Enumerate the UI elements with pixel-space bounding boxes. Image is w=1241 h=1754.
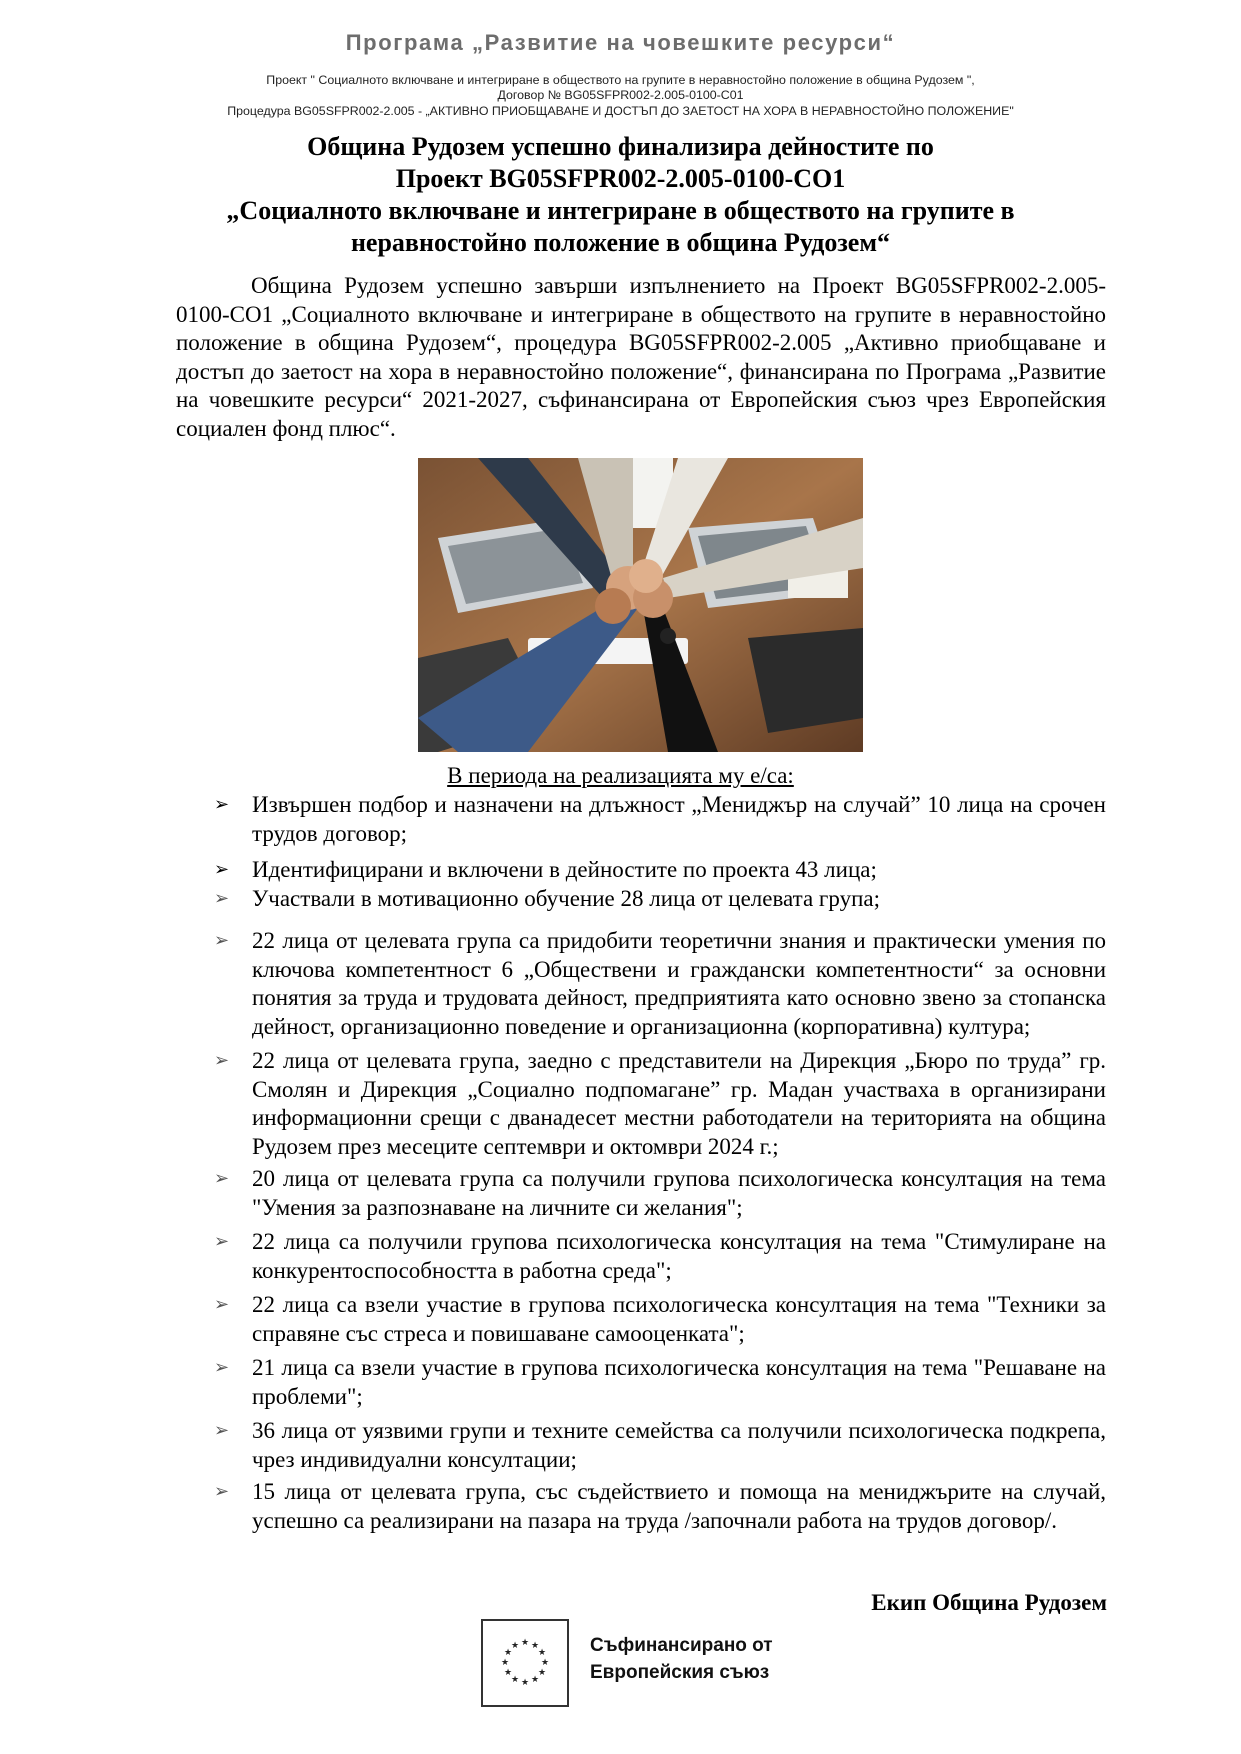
period-heading: В периода на реализацията му е/са: [447,763,794,788]
program-title: Програма „Развитие на човешките ресурси“ [345,30,896,55]
title-line-3: „Социалното включване и интегриране в обществото на групите в [226,196,1015,225]
list-item-text: 20 лица от целевата група са получили групова психологическа консултация на тема "Умения за разпознаване на личните си желания"; [252,1166,1106,1220]
arrow-bullet-icon: ➢ [214,1168,230,1189]
teamwork-photo-illustration [418,458,863,752]
list-item [214,1047,1106,1161]
achievements-list [214,791,1106,1535]
list-item-text: 22 лица са взели участие в групова психологическа консултация на тема "Техники за справяне със стреса и повишаване самооценката"; [252,1292,1106,1346]
arrow-bullet-icon: ➢ [214,1294,230,1315]
arrow-bullet-icon: ➢ [214,1050,230,1071]
list-item-text: 22 лица от целевата група са придобити теоретични знания и практически умения по ключова компетентност 6 „Обществени и граждански компетентности“ за основни понятия за труда и трудовата дейност, предприятията като основно звено за стопанска дейност, организационно поведение и организационна (корпоративна) култура; [252,928,1106,1039]
svg-text:★: ★ [510,1641,520,1651]
arrow-bullet-icon: ➢ [214,794,230,815]
list-item [214,856,1106,885]
list-item-text: 36 лица от уязвими групи и техните семейства са получили психологическа подкрепа, чрез индивидуални консултации; [252,1418,1106,1472]
intro-paragraph: Община Рудозем успешно завърши изпълнението на Проект BG05SFPR002-2.005-0100-CO1 „Социалното включване и интегриране в обществото на групите в неравностойно положение в община Рудозем“, процедура BG05SFPR002-2.005 „Активно приобщаване и достъп до заетост на хора в неравностойно положение“, финансирана по Програма „Развитие на човешките ресурси“ 2021-2027, съфинансирана от Европейския съюз чрез Европейския социален фонд плюс“. [176,273,1106,441]
list-item [214,1478,1106,1535]
list-item [214,885,1106,914]
svg-text:★: ★ [520,1678,530,1688]
arrow-bullet-icon: ➢ [214,859,230,880]
svg-text:★: ★ [520,1638,530,1648]
list-item-text: 22 лица от целевата група, заедно с представители на Дирекция „Бюро по труда” гр. Смолян и Дирекция „Социално подпомагане” гр. Мадан участваха в организирани информационни срещи с дванадесет местни работодатели на територията на община Рудозем през месеците септември и октомври 2024 г.; [252,1048,1106,1159]
title-line-1: Община Рудозем успешно финализира дейностите по [307,132,934,161]
eu-line-1: Съфинансирано от [590,1635,773,1656]
project-line: Проект " Социалното включване и интегриране в обществото на групите в неравностойно положение в община Рудозем ", [266,73,975,87]
list-item [214,1291,1106,1348]
signature: Екип Община Рудозем [871,1590,1107,1615]
list-item-text: 15 лица от целевата група, със съдействието и помоща на мениджърите на случай, успешно са реализирани на пазара на труда /започнали работа на трудов договор/. [252,1479,1106,1533]
svg-text:★: ★ [530,1675,540,1685]
svg-text:★: ★ [537,1668,547,1678]
teamwork-photo [418,458,863,752]
list-item [214,1354,1106,1411]
svg-text:★: ★ [537,1648,547,1658]
list-item [214,1417,1106,1474]
list-item [214,1165,1106,1222]
eu-flag-icon [481,1619,569,1707]
eu-cofunding-label [590,1632,773,1686]
contract-line: Договор № BG05SFPR002-2.005-0100-C01 [497,88,744,102]
arrow-bullet-icon: ➢ [214,1231,230,1252]
arrow-bullet-icon: ➢ [214,930,230,951]
list-item [214,791,1106,848]
list-item [214,1228,1106,1285]
arrow-bullet-icon: ➢ [214,1420,230,1441]
list-item-text: 21 лица са взели участие в групова психологическа консултация на тема "Решаване на проблеми"; [252,1355,1106,1409]
svg-text:★: ★ [510,1675,520,1685]
list-item-text: Участвали в мотивационно обучение 28 лица от целевата група; [252,885,880,911]
svg-text:★: ★ [530,1641,540,1651]
procedure-line: Процедура BG05SFPR002-2.005 - „АКТИВНО ПРИОБЩАВАНЕ И ДОСТЪП ДО ЗАЕТОСТ НА ХОРА В НЕРАВНОСТОЙНО ПОЛОЖЕНИЕ" [227,104,1014,118]
page-title [120,131,1121,259]
title-line-2: Проект BG05SFPR002-2.005-0100-CO1 [395,164,846,193]
list-item-text: Извършен подбор и назначени на длъжност „Мениджър на случай” 10 лица на срочен трудов договор; [252,792,1106,846]
arrow-bullet-icon: ➢ [214,1481,230,1502]
arrow-bullet-icon: ➢ [214,1357,230,1378]
svg-text:★: ★ [500,1658,510,1668]
eu-line-2: Европейския съюз [590,1662,770,1683]
svg-text:★: ★ [503,1668,513,1678]
title-line-4: неравностойно положение в община Рудозем“ [350,228,891,257]
list-item-text: Идентифицирани и включени в дейностите по проекта 43 лица; [252,857,877,882]
list-item-text: 22 лица са получили групова психологическа консултация на тема "Стимулиране на конкурентоспособността в работна среда"; [252,1229,1106,1283]
svg-text:★: ★ [540,1658,550,1668]
list-item [214,927,1106,1041]
svg-text:★: ★ [503,1648,513,1658]
arrow-bullet-icon: ➢ [214,887,230,909]
